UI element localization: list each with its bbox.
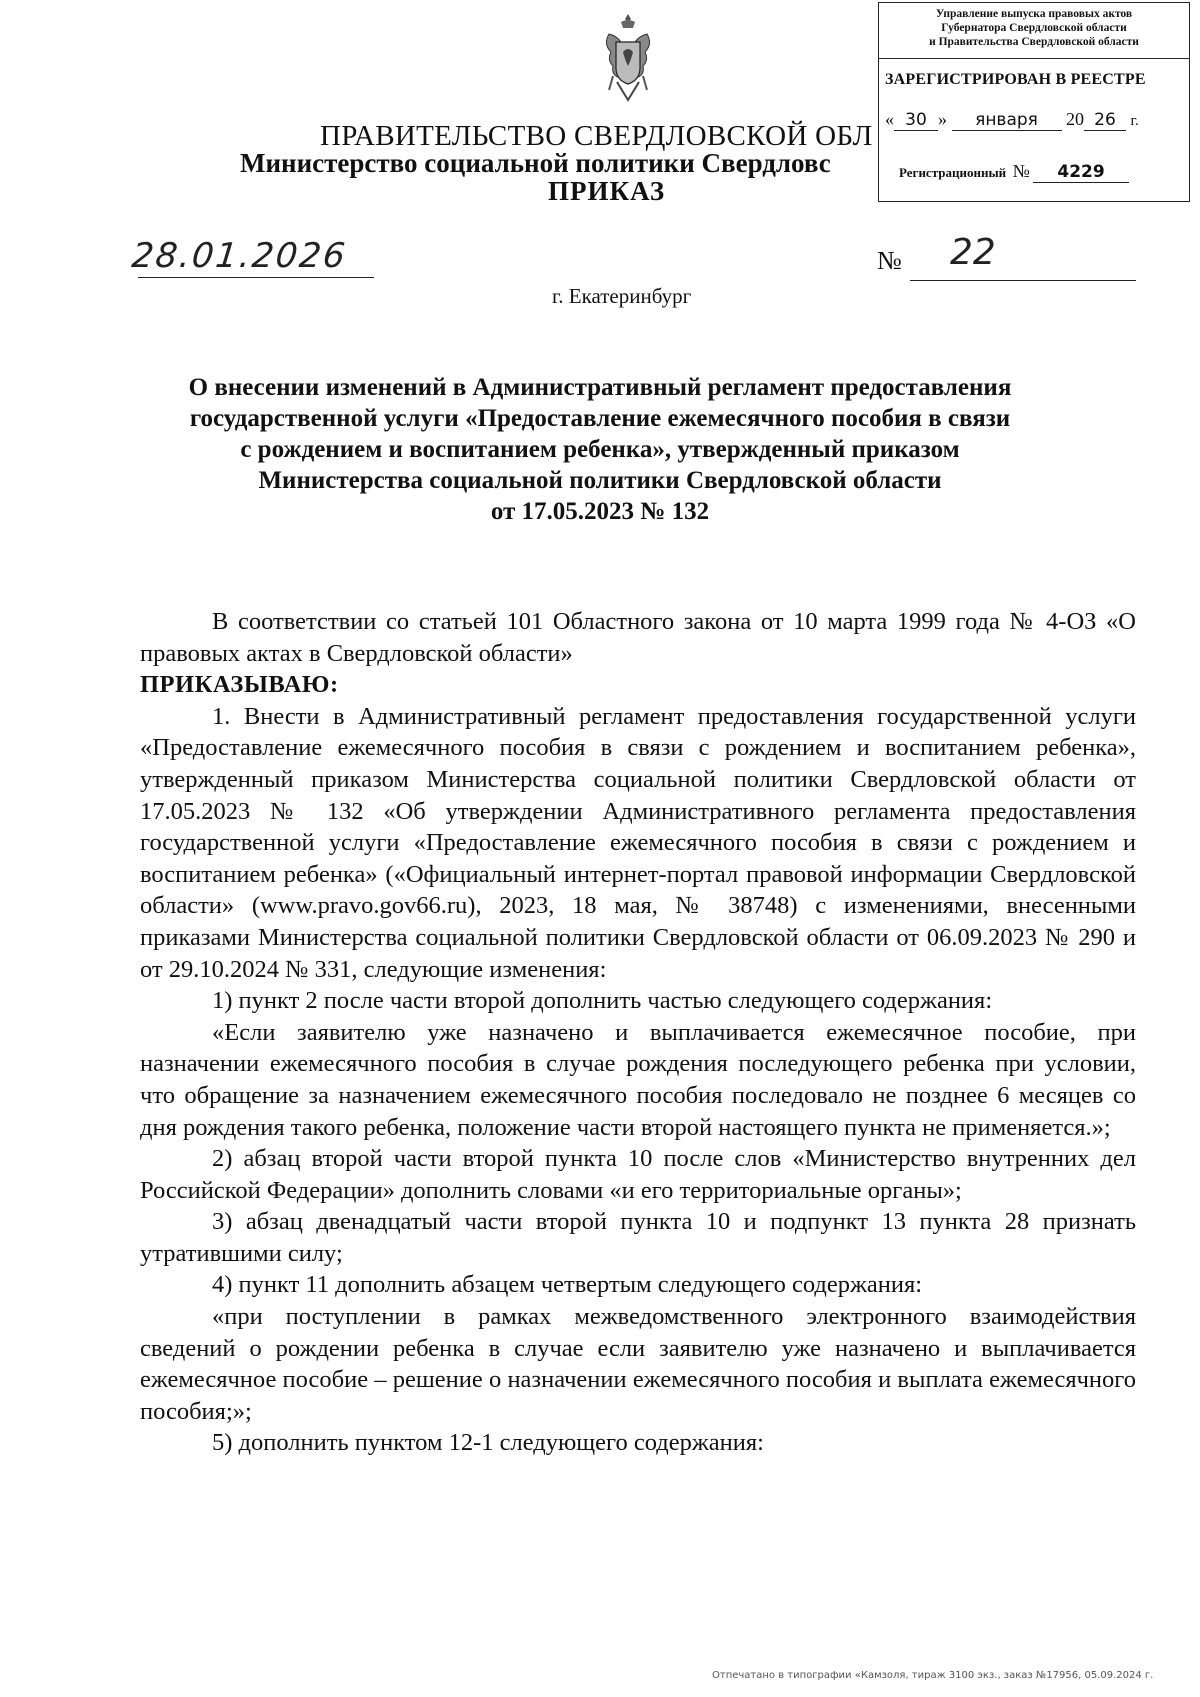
body-paragraph: 2) абзац второй части второй пункта 10 после слов «Министерство внутренних дел Российской Федерации» дополнить словами «и его территориальные органы»; (140, 1145, 1136, 1204)
number-label: № (877, 246, 902, 275)
body-paragraph: 1. Внести в Административный регламент предоставления государственной услуги «Предоставление ежемесячного пособия в связи с рождением и воспитанием ребенка», утвержденный приказом Министерства социальной политики Свердловской области от 17.05.2023 № 132 «Об утверждении Административного регламента предоставления государственной услуги «Предоставление ежемесячного пособия в связи с рождением и воспитанием ребенка» («Официальный интернет-портал правовой информации Свердловской области» (www.pravo.gov66.ru), 2023, 18 мая, № 38748) с изменениями, внесенными приказами Министерства социальной политики Свердловской области от 06.09.2023 № 290 и от 29.10.2024 № 331, следующие изменения: (140, 702, 1136, 983)
stamp-office-name (879, 7, 1189, 49)
document-body (140, 606, 1136, 1459)
stamp-year-suffix: 26 (1084, 110, 1126, 131)
number-underline (910, 280, 1136, 281)
ministry-name: Министерство социальной политики Свердловс (240, 148, 831, 178)
stamp-month: января (952, 110, 1062, 131)
body-paragraph: «Если заявителю уже назначено и выплачивается ежемесячное пособие, при назначении ежемесячного пособия в случае рождения последующего ребенка при условии, что обращение за назначением ежемесячного пособия последовало не позднее 6 месяцев со дня рождения такого ребенка, положение части второй настоящего пункта не применяется.»; (140, 1018, 1136, 1141)
body-paragraph: 3) абзац двенадцатый части второй пункта 10 и подпункт 13 пункта 28 признать утратившими силу; (140, 1208, 1136, 1267)
body-paragraph: 1) пункт 2 после части второй дополнить частью следующего содержания: (212, 987, 993, 1015)
stamp-divider (879, 58, 1189, 59)
stamp-office-line: Управление выпуска правовых актов (935, 8, 1133, 20)
stamp-reg-no-sign: № (1012, 161, 1030, 181)
stamp-year-prefix: 20 (1066, 109, 1084, 129)
header-block (0, 110, 875, 220)
government-name: ПРАВИТЕЛЬСТВО СВЕРДЛОВСКОЙ ОБЛ (320, 120, 873, 152)
coat-of-arms-emblem (603, 12, 653, 104)
document-title (140, 372, 1060, 527)
title-line: государственной услуги «Предоставление ежемесячного пособия в связи (189, 405, 1011, 432)
title-line: Министерства социальной политики Свердловской области (258, 467, 942, 494)
print-footer: Отпечатано в типографии «Камзоля, тираж 3100 экз., заказ №17956, 05.09.2024 г. (712, 1670, 1154, 1681)
preamble: В соответствии со статьей 101 Областного закона от 10 марта 1999 года № 4-ОЗ «О правовых актах в Свердловской области» (140, 608, 1136, 667)
title-line: с рождением и воспитанием ребенка», утвержденный приказом (240, 436, 960, 463)
body-paragraph: «при поступлении в рамках межведомственного электронного взаимодействия сведений о рождении ребенка в случае если заявителю уже назначено и выплачивается ежемесячное пособие – решение о назначении ежемесячного пособия и выплата ежемесячного пособия;»; (140, 1303, 1136, 1425)
body-paragraph: 5) дополнить пунктом 12-1 следующего содержания: (212, 1429, 764, 1457)
body-paragraph: 4) пункт 11 дополнить абзацем четвертым следующего содержания: (212, 1271, 923, 1299)
city: г. Екатеринбург (552, 284, 692, 308)
stamp-office-line: и Правительства Свердловской области (929, 36, 1139, 48)
stamp-year-unit: г. (1130, 113, 1139, 129)
date-underline (138, 277, 374, 278)
stamp-day: 30 (894, 110, 938, 131)
stamp-reg-label: Регистрационный (899, 165, 1007, 180)
order-word: ПРИКАЗЫВАЮ: (140, 671, 339, 699)
document-type: ПРИКАЗ (548, 176, 666, 206)
stamp-registered-text: ЗАРЕГИСТРИРОВАН В РЕЕСТРЕ (885, 71, 1146, 88)
stamp-date: « 30 » января 20 26 г. (885, 109, 1139, 130)
registration-stamp (878, 2, 1190, 202)
document-number: 22 (950, 232, 996, 273)
title-line: О внесении изменений в Административный регламент предоставления (188, 374, 1012, 401)
document-date: 28.01.2026 (129, 236, 349, 276)
stamp-registration-number (899, 161, 1129, 183)
title-line: от 17.05.2023 № 132 (490, 498, 710, 525)
stamp-reg-number: 4229 (1033, 162, 1129, 183)
stamp-office-line: Губернатора Свердловской области (941, 22, 1127, 34)
